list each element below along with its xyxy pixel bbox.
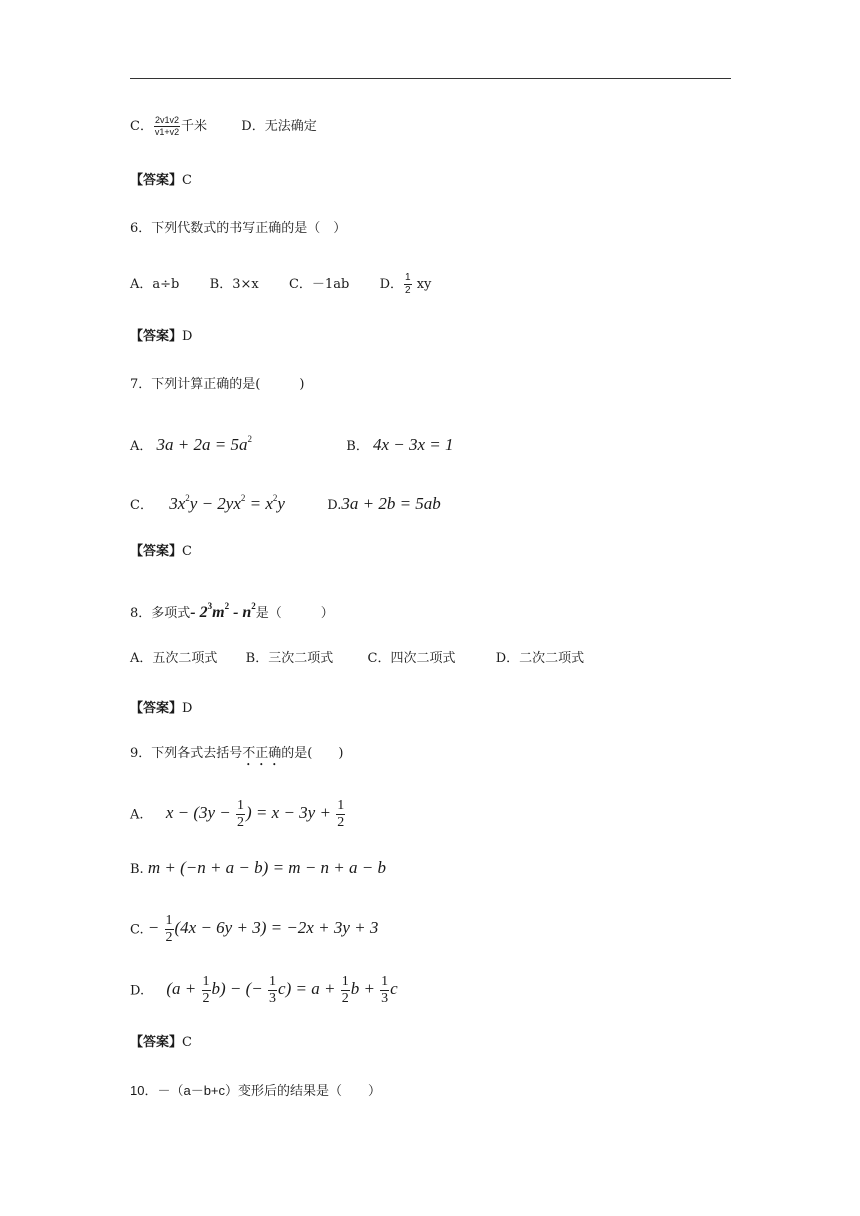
q9-option-c — [130, 914, 378, 945]
answer-label: 【答案】 — [130, 173, 183, 188]
q6-option-a: A．a÷b — [130, 277, 180, 292]
q7-row-cd — [130, 489, 441, 515]
q8-stem-prefix: 8．多项式 — [130, 606, 191, 621]
q6-option-c: C．－1ab — [288, 277, 350, 292]
q8-answer — [130, 700, 192, 718]
answer-value: C — [182, 544, 192, 559]
q5-c-denominator: v1+v2 — [154, 127, 180, 137]
q9-option-a — [130, 799, 346, 830]
q6-option-d-tail: xy — [416, 277, 432, 292]
answer-label: 【答案】 — [130, 329, 183, 344]
q8-stem — [130, 597, 334, 623]
q9-option-d-expr: (a + $\frac{1}{2}$ b) − (− $\frac{1}{3}$ c) = a + $\frac{1}{2}$ b + $\frac{1}{3}$ c — [166, 974, 398, 1006]
q9-option-a-prefix: A. — [130, 807, 144, 823]
q10-stem: 10．－（a－b+c）变形后的结果是（ ） — [130, 1083, 382, 1098]
q8-stem-suffix: 是（ ） — [255, 606, 334, 621]
q5-option-c-fraction — [154, 116, 180, 137]
q9-stem-b: 的是( ) — [281, 746, 344, 761]
answer-value: C — [182, 1035, 192, 1050]
answer-label: 【答案】 — [130, 544, 183, 559]
q7-option-d-prefix: D. — [327, 498, 342, 513]
q6-d-numerator: 1 — [405, 272, 411, 283]
answer-value: D — [182, 701, 193, 716]
q7-stem: 7．下列计算正确的是( ) — [130, 377, 305, 392]
q6-options — [130, 273, 431, 296]
q5-c-numerator: 2v1v2 — [154, 115, 179, 125]
q8-option-d: D．二次二项式 — [495, 651, 585, 666]
q7-option-d-expr: 3a + 2b = 5ab — [341, 494, 441, 513]
q9-answer — [130, 1034, 192, 1052]
answer-label: 【答案】 — [130, 701, 183, 716]
q7-option-b-expr: 4x − 3x = 1 — [372, 435, 454, 454]
q9-stem-a: 9．下列各式去括号 — [130, 746, 243, 761]
q7-option-c-expr: $3x^2y - 2yx^2 = x^2y$ — [169, 493, 285, 513]
q7-row-ab — [130, 430, 454, 456]
q9-stem-emphasis: 不正确 — [242, 746, 282, 761]
q7-option-c-prefix: C． — [130, 498, 153, 513]
q5-answer — [130, 172, 192, 190]
header-rule — [130, 78, 731, 79]
q8-option-c: C．四次二项式 — [367, 651, 456, 666]
q9-option-b-prefix: B. — [130, 862, 144, 877]
q5-option-d: D．无法确定 — [241, 119, 317, 134]
q6-option-d-fraction — [404, 273, 412, 296]
q6-option-d-prefix: D． — [379, 277, 403, 292]
q7-option-b-prefix: B． — [346, 439, 369, 454]
q9-option-c-prefix: C. — [130, 922, 144, 938]
q9-option-c-expr: − $\frac{1}{2}$ (4x − 6y + 3) = −2x + 3y + 3 — [147, 913, 379, 945]
q6-answer — [130, 328, 192, 346]
q9-stem — [130, 745, 343, 769]
q8-option-a: A．五次二项式 — [130, 651, 218, 666]
q9-option-b — [130, 859, 386, 879]
q5-option-c-unit: 千米 — [180, 119, 207, 134]
q8-option-b: B．三次二项式 — [245, 651, 334, 666]
q9-option-a-expr: x − (3y − $\frac{1}{2}$ ) = x − 3y + $\frac{1}{2}$ — [165, 798, 345, 830]
q8-options — [130, 650, 584, 668]
q5-option-c-prefix: C． — [130, 119, 153, 134]
q9-option-d — [130, 975, 398, 1006]
q8-polynomial: - $2^3m^2 - n^2$ — [190, 601, 256, 621]
q6-stem: 6．下列代数式的书写正确的是（ ） — [130, 221, 347, 236]
q6-option-b: B．3×x — [209, 277, 259, 292]
answer-label: 【答案】 — [130, 1035, 183, 1050]
q9-option-b-expr: m + (−n + a − b) = m − n + a − b — [147, 858, 386, 877]
q7-option-a-expr: $3a + 2a = 5a^2$ — [156, 434, 252, 454]
answer-value: D — [182, 329, 193, 344]
q7-option-a-prefix: A． — [130, 439, 153, 454]
q7-answer — [130, 543, 192, 561]
q6-d-denominator: 2 — [405, 285, 411, 296]
q5-options — [130, 116, 317, 137]
answer-value: C — [182, 173, 192, 188]
q9-option-d-prefix: D. — [130, 983, 145, 999]
